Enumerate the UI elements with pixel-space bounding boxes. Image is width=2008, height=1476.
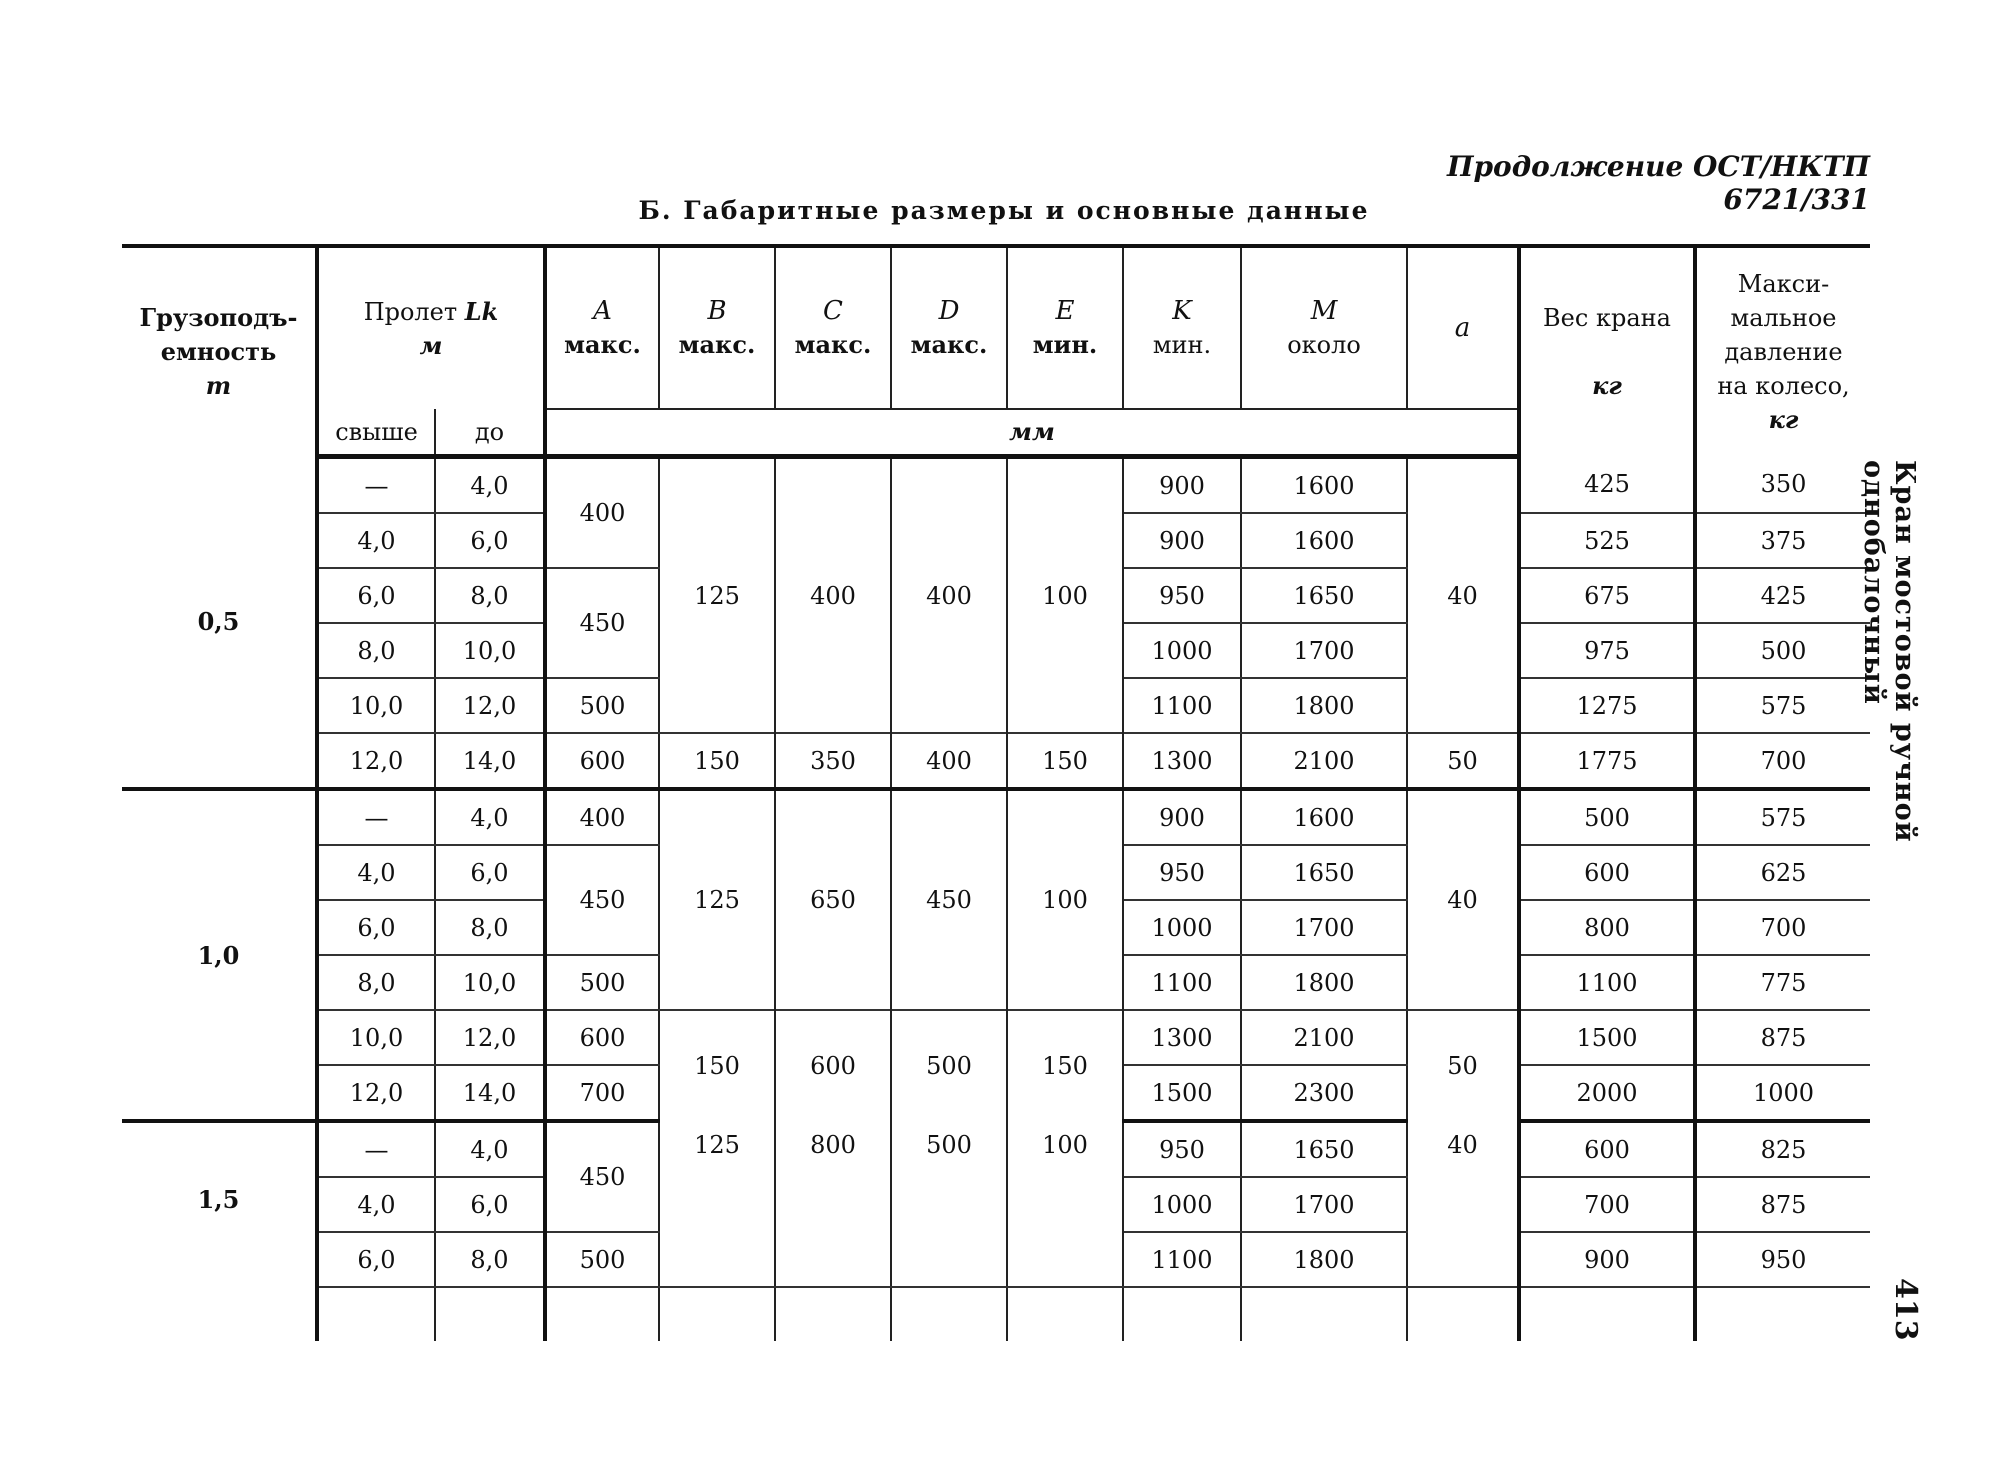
B-cell: 125 xyxy=(659,457,775,734)
M-cell: 1700 xyxy=(1241,1177,1407,1232)
header-E: E мин. xyxy=(1007,246,1123,409)
pressure-cell: 575 xyxy=(1695,678,1870,733)
span-to-cell: 14,0 xyxy=(435,1065,545,1121)
header-C: C макс. xyxy=(775,246,891,409)
span-to-cell: 8,0 xyxy=(435,1232,545,1287)
span-over-cell: 12,0 xyxy=(317,733,435,789)
table-row xyxy=(122,1121,1870,1177)
weight-cell: 1500 xyxy=(1519,1010,1695,1065)
header-mm-unit: мм xyxy=(545,409,1519,457)
span-over-cell: 6,0 xyxy=(317,1232,435,1287)
a-cell: 50 xyxy=(1407,733,1519,789)
capacity-cell: 1,5 xyxy=(122,1121,317,1341)
span-over-cell: 6,0 xyxy=(317,568,435,623)
pressure-cell: 350 xyxy=(1695,457,1870,514)
A-cell: 450 xyxy=(545,845,659,955)
B-cell: 150 xyxy=(659,733,775,789)
span-over-cell: 4,0 xyxy=(317,845,435,900)
empty-cell xyxy=(1241,1287,1407,1341)
K-cell: 1000 xyxy=(1123,623,1241,678)
K-cell: 950 xyxy=(1123,568,1241,623)
K-cell: 1100 xyxy=(1123,955,1241,1010)
M-cell: 1600 xyxy=(1241,457,1407,514)
D-cell: 500 xyxy=(891,1121,1007,1287)
span-over-cell: 10,0 xyxy=(317,1010,435,1065)
K-cell: 1300 xyxy=(1123,1010,1241,1065)
header-span: Пролет Lk м xyxy=(317,246,545,409)
B-cell: 125 xyxy=(659,789,775,1010)
C-cell: 350 xyxy=(775,733,891,789)
span-over-cell: 12,0 xyxy=(317,1065,435,1121)
B-cell: 150 xyxy=(659,1010,775,1121)
weight-cell: 2000 xyxy=(1519,1065,1695,1121)
K-cell: 1300 xyxy=(1123,733,1241,789)
weight-cell: 675 xyxy=(1519,568,1695,623)
table-title: Б. Габаритные размеры и основные данные xyxy=(638,196,1370,225)
span-to-cell: 12,0 xyxy=(435,678,545,733)
pressure-cell: 425 xyxy=(1695,568,1870,623)
pressure-cell: 875 xyxy=(1695,1010,1870,1065)
span-to-cell: 4,0 xyxy=(435,1121,545,1177)
empty-cell xyxy=(659,1287,775,1341)
A-cell: 600 xyxy=(545,733,659,789)
weight-cell: 1275 xyxy=(1519,678,1695,733)
E-cell: 100 xyxy=(1007,789,1123,1010)
A-cell: 400 xyxy=(545,789,659,845)
weight-cell: 525 xyxy=(1519,513,1695,568)
a-cell: 40 xyxy=(1407,1121,1519,1287)
header-a: a xyxy=(1407,246,1519,409)
M-cell: 1700 xyxy=(1241,623,1407,678)
empty-cell xyxy=(1123,1287,1241,1341)
K-cell: 900 xyxy=(1123,789,1241,845)
E-cell: 150 xyxy=(1007,733,1123,789)
E-cell: 100 xyxy=(1007,457,1123,734)
header-K: K мин. xyxy=(1123,246,1241,409)
K-cell: 1500 xyxy=(1123,1065,1241,1121)
K-cell: 1000 xyxy=(1123,900,1241,955)
D-cell: 500 xyxy=(891,1010,1007,1121)
D-cell: 400 xyxy=(891,457,1007,734)
span-to-cell: 6,0 xyxy=(435,1177,545,1232)
C-cell: 400 xyxy=(775,457,891,734)
span-over-cell: 4,0 xyxy=(317,513,435,568)
D-cell: 450 xyxy=(891,789,1007,1010)
empty-cell xyxy=(891,1287,1007,1341)
M-cell: 1800 xyxy=(1241,678,1407,733)
A-cell: 600 xyxy=(545,1010,659,1065)
capacity-cell: 0,5 xyxy=(122,457,317,790)
A-cell: 500 xyxy=(545,955,659,1010)
K-cell: 1100 xyxy=(1123,1232,1241,1287)
header-weight: Вес крана кг xyxy=(1519,246,1695,457)
span-over-cell: — xyxy=(317,789,435,845)
span-over-cell: 8,0 xyxy=(317,955,435,1010)
header-pressure: Макси- мальное давление на колесо, кг xyxy=(1695,246,1870,457)
D-cell: 400 xyxy=(891,733,1007,789)
empty-cell xyxy=(435,1287,545,1341)
span-to-cell: 4,0 xyxy=(435,789,545,845)
span-to-cell: 6,0 xyxy=(435,845,545,900)
header-A: A макс. xyxy=(545,246,659,409)
A-cell: 500 xyxy=(545,1232,659,1287)
span-to-cell: 8,0 xyxy=(435,900,545,955)
empty-cell xyxy=(1695,1287,1870,1341)
K-cell: 1000 xyxy=(1123,1177,1241,1232)
M-cell: 1600 xyxy=(1241,789,1407,845)
M-cell: 2100 xyxy=(1241,733,1407,789)
weight-cell: 900 xyxy=(1519,1232,1695,1287)
M-cell: 2100 xyxy=(1241,1010,1407,1065)
A-cell: 450 xyxy=(545,1121,659,1232)
A-cell: 450 xyxy=(545,568,659,678)
pressure-cell: 375 xyxy=(1695,513,1870,568)
weight-cell: 700 xyxy=(1519,1177,1695,1232)
span-over-cell: 8,0 xyxy=(317,623,435,678)
header-row xyxy=(122,246,1870,409)
weight-cell: 800 xyxy=(1519,900,1695,955)
span-to-cell: 10,0 xyxy=(435,623,545,678)
span-over-cell: — xyxy=(317,457,435,514)
M-cell: 1650 xyxy=(1241,1121,1407,1177)
K-cell: 900 xyxy=(1123,457,1241,514)
table-row xyxy=(122,733,1870,789)
header-M: M около xyxy=(1241,246,1407,409)
empty-cell xyxy=(317,1287,435,1341)
empty-cell xyxy=(1407,1287,1519,1341)
pressure-cell: 825 xyxy=(1695,1121,1870,1177)
C-cell: 800 xyxy=(775,1121,891,1287)
K-cell: 950 xyxy=(1123,845,1241,900)
C-cell: 600 xyxy=(775,1010,891,1121)
span-over-cell: 6,0 xyxy=(317,900,435,955)
weight-cell: 425 xyxy=(1519,457,1695,514)
pressure-cell: 950 xyxy=(1695,1232,1870,1287)
empty-cell xyxy=(545,1287,659,1341)
span-to-cell: 6,0 xyxy=(435,513,545,568)
span-to-cell: 8,0 xyxy=(435,568,545,623)
M-cell: 1800 xyxy=(1241,955,1407,1010)
weight-cell: 500 xyxy=(1519,789,1695,845)
B-cell: 125 xyxy=(659,1121,775,1287)
span-over-cell: — xyxy=(317,1121,435,1177)
A-cell: 400 xyxy=(545,457,659,569)
K-cell: 1100 xyxy=(1123,678,1241,733)
K-cell: 950 xyxy=(1123,1121,1241,1177)
empty-cell xyxy=(1007,1287,1123,1341)
side-caption: Кран мостовой ручной однобалочный xyxy=(1858,460,1920,843)
pressure-cell: 1000 xyxy=(1695,1065,1870,1121)
pressure-cell: 700 xyxy=(1695,733,1870,789)
weight-cell: 600 xyxy=(1519,845,1695,900)
pressure-cell: 500 xyxy=(1695,623,1870,678)
span-to-cell: 12,0 xyxy=(435,1010,545,1065)
span-to-cell: 10,0 xyxy=(435,955,545,1010)
table-row xyxy=(122,1010,1870,1065)
M-cell: 1800 xyxy=(1241,1232,1407,1287)
span-to-cell: 4,0 xyxy=(435,457,545,514)
weight-cell: 600 xyxy=(1519,1121,1695,1177)
table-row xyxy=(122,789,1870,845)
capacity-cell: 1,0 xyxy=(122,789,317,1121)
weight-cell: 975 xyxy=(1519,623,1695,678)
a-cell: 40 xyxy=(1407,457,1519,734)
M-cell: 1600 xyxy=(1241,513,1407,568)
E-cell: 150 xyxy=(1007,1010,1123,1121)
span-over-cell: 4,0 xyxy=(317,1177,435,1232)
M-cell: 2300 xyxy=(1241,1065,1407,1121)
span-to-cell: 14,0 xyxy=(435,733,545,789)
pressure-cell: 875 xyxy=(1695,1177,1870,1232)
pressure-cell: 775 xyxy=(1695,955,1870,1010)
A-cell: 500 xyxy=(545,678,659,733)
K-cell: 900 xyxy=(1123,513,1241,568)
weight-cell: 1100 xyxy=(1519,955,1695,1010)
table-row xyxy=(122,457,1870,514)
A-cell: 700 xyxy=(545,1065,659,1121)
a-cell: 40 xyxy=(1407,789,1519,1010)
M-cell: 1650 xyxy=(1241,568,1407,623)
M-cell: 1650 xyxy=(1241,845,1407,900)
dimensions-table xyxy=(122,244,1870,1341)
dimensions-table-wrapper xyxy=(122,244,1870,1341)
span-over-cell: 10,0 xyxy=(317,678,435,733)
document-reference: Продолжение ОСТ/НКТП 6721/331 xyxy=(1446,150,1870,216)
page-number: 413 xyxy=(1888,1278,1923,1341)
table-row-empty xyxy=(122,1287,1870,1341)
header-D: D макс. xyxy=(891,246,1007,409)
a-cell: 50 xyxy=(1407,1010,1519,1121)
M-cell: 1700 xyxy=(1241,900,1407,955)
empty-cell xyxy=(775,1287,891,1341)
header-capacity: Грузоподъ- емность т xyxy=(122,246,317,457)
empty-cell xyxy=(1519,1287,1695,1341)
C-cell: 650 xyxy=(775,789,891,1010)
pressure-cell: 700 xyxy=(1695,900,1870,955)
header-span-to: до xyxy=(435,409,545,457)
header-span-over: свыше xyxy=(317,409,435,457)
pressure-cell: 625 xyxy=(1695,845,1870,900)
pressure-cell: 575 xyxy=(1695,789,1870,845)
E-cell: 100 xyxy=(1007,1121,1123,1287)
header-B: B макс. xyxy=(659,246,775,409)
weight-cell: 1775 xyxy=(1519,733,1695,789)
